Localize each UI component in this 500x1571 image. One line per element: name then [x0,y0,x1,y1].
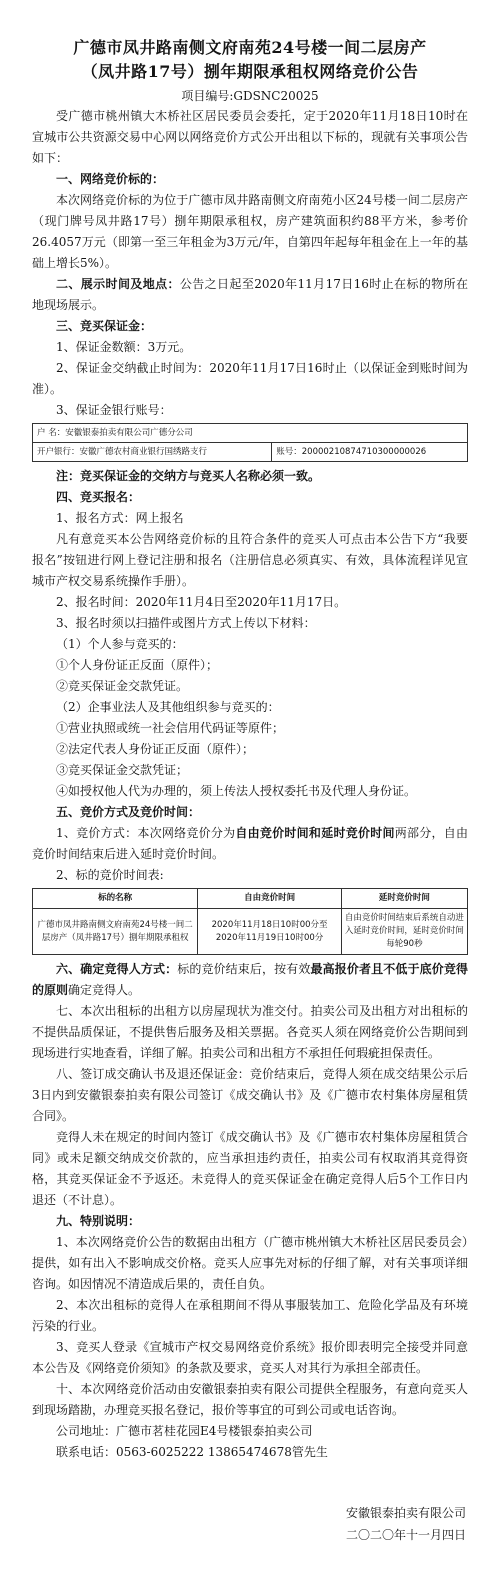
section-3-heading: 三、竞买保证金： [56,319,153,333]
organization-item-3: ③竞买保证金交款凭证； [56,763,189,777]
bank-label: 开户银行： [37,447,80,457]
schedule-header-row [33,889,468,909]
registration-method-detail: 凡有意竞买本公告网络竞价标的且符合条件的竞买人可点击本公告下方“我要报名”按钮进行网上登记注册和报名（注册信息必须真实、有效，具体流程详见宣城市产权交易系统操作手册）。 [32,532,468,588]
intro-paragraph: 受广德市桃州镇大木桥社区居民委员会委托，定于2020年11月18日10时在宣城市公共资源交易中心网以网络竞价方式公开出租以下标的，现就有关事项公告如下： [32,109,468,165]
special-note-1: 1、本次网络竞价公告的数据由出租方（广德市桃州镇大木桥社区居民委员会）提供，如有出入不影响成交价格。竞买人应事先对标的仔细了解，对有关事项详细咨询。如因情况不清造成后果的，责任自负。 [32,1235,468,1291]
section-6-tail: 确定竞得人。 [68,983,141,997]
bank-name-row [33,424,468,443]
organization-item-2: ②法定代表人身份证正反面（原件）； [56,742,255,756]
schedule-header-free: 自由竞价时间 [198,889,342,909]
section-1-heading: 一、网络竞价标的： [56,172,165,186]
bank-cell [33,443,272,462]
organization-item-4: ④如授权他人代为办理的，须上传法人授权委托书及代理人身份证。 [56,784,417,798]
section-6 [32,959,468,1001]
registration-time: 2、报名时间：2020年11月4日至2020年11月17日。 [56,595,347,609]
section-2-text: 公告之日起至2020年11月17日16时止在标的物所在地现场展示。 [32,277,468,312]
section-6-heading: 六、确定竞得人方式： [56,962,178,976]
signoff-company: 安徽银泰拍卖有限公司 [345,1506,466,1520]
schedule-row [33,909,468,955]
special-note-3: 3、竞买人登录《宣城市产权交易网络竞价系统》报价即表明完全接受并同意本公告及《网络竞价须知》的条款及要求，竞买人对其行为承担全部责任。 [32,1340,468,1375]
bidding-schedule-table [32,888,468,955]
account-number-label: 账号： [276,447,302,457]
bidding-method [32,823,468,865]
deposit-deadline: 2、保证金交纳截止时间为：2020年11月17日16时止（以保证金到账时间为准）。 [32,361,468,396]
individual-item-1: ①个人身份证正反面（原件）； [56,658,219,672]
schedule-delay-cell: 自由竞价时间结束后系统自动进入延时竞价时间，延时竞价时间每轮90秒 [341,909,467,955]
section-9-heading: 九、特别说明： [56,1214,141,1228]
registration-materials: 3、报名时须以扫描件或图片方式上传以下材料： [56,616,316,630]
bidding-method-tail: 两部分，自由竞价时间结束后进入延时竞价时间。 [32,826,468,861]
schedule-header-target: 标的名称 [33,889,198,909]
section-8-paragraph-2: 竞得人未在规定的时间内签订《成交确认书》及《广德市农村集体房屋租赁合同》或未足额交纳成交价款的，应当承担违约责任，拍卖公司有权取消其竞得资格，其竞买保证金不予返还。未竞得人的竞买保证金在确定竞得人后5个工作日内退还（不计息）。 [32,1130,468,1207]
company-address: 公司地址：广德市茗桂花园E4号楼银泰拍卖公司 [56,1424,313,1438]
section-6-lead: 标的竞价结束后，按有效 [177,962,311,976]
schedule-free-cell: 2020年11月18日10时00分至2020年11月19日10时00分 [198,909,342,955]
section-5-heading: 五、竞价方式及竞价时间： [56,805,201,819]
signoff-date: 二〇二〇年十一月四日 [345,1528,466,1542]
section-7: 七、本次出租标的出租方以房屋现状为准交付。拍卖公司及出租方对出租标的不提供品质保证，不提供售后服务及相关票据。各竞买人须在网络竞价公告期间到现场进行实地查看，详细了解。拍卖公司和出租方不承担任何瑕疵担保责任。 [32,1004,468,1060]
account-number-cell [272,443,468,462]
contact-phone: 联系电话：0563-6025222 13865474678管先生 [56,1445,328,1459]
title-line-2: （凤井路17号）捌年期限承租权网络竞价公告 [81,62,419,81]
bidding-method-bold: 自由竞价时间和延时竞价时间 [235,826,395,840]
title-line-1: 广德市凤井路南侧文府南苑24号楼一间二层房产 [73,38,427,57]
bank-value: 安徽广德农村商业银行国绣路支行 [79,447,208,457]
account-name-label: 户 名： [37,428,66,438]
individual-item-2: ②竞买保证金交款凭证。 [56,679,189,693]
bidding-method-lead: 1、竞价方式：本次网络竞价分为 [56,826,236,840]
section-2 [32,274,468,316]
deposit-bank-account-label: 3、保证金银行账号： [56,403,172,417]
project-number: 项目编号:GDSNC20025 [181,89,319,103]
deposit-amount: 1、保证金数额：3万元。 [56,340,192,354]
schedule-header-delay: 延时竞价时间 [341,889,467,909]
account-name-cell [33,424,468,443]
section-1-text: 本次网络竞价标的为位于广德市凤井路南侧文府南苑小区24号楼一间二层房产（现门牌号凤井路17号）捌年期限承租权，房产建筑面积约88平方米，参考价26.4057万元（即第一至三年租金为3万元/年，自第四年起每年租金在上一年的基础上增长5%）。 [32,193,468,270]
signoff [346,1502,466,1546]
section-8-paragraph-1: 八、签订成交确认书及退还保证金：竞价结束后，竞得人须在成交结果公示后3日内到安徽银泰拍卖有限公司签订《成交确认书》及《广德市农村集体房屋租赁合同》。 [32,1067,468,1123]
schedule-target-cell: 广德市凤井路南侧文府南苑24号楼一间二层房产（凤井路17号）捌年期限承租权 [33,909,198,955]
bank-account-table [32,423,468,462]
bank-detail-row [33,443,468,462]
deposit-note: 注：竞买保证金的交纳方与竞买人名称必须一致。 [56,469,321,483]
organization-item-1: ①营业执照或统一社会信用代码证等原件； [56,721,285,735]
individual-heading: （1）个人参与竞买的： [56,637,184,651]
account-name-value: 安徽银泰拍卖有限公司广德分公司 [65,428,193,438]
organization-heading: （2）企事业法人及其他组织参与竞买的： [56,700,280,714]
registration-method: 1、报名方式：网上报名 [56,511,184,525]
section-2-heading: 二、展示时间及地点： [56,277,180,291]
account-number-value: 20000210874710300000026 [301,447,427,457]
bidding-schedule-label: 2、标的竞价时间表: [56,868,164,882]
section-10: 十、本次网络竞价活动由安徽银泰拍卖有限公司提供全程服务，有意向竞买人到现场踏勘，办理竞买报名登记，报价等事宜的可到公司或电话咨询。 [32,1382,468,1417]
section-6-bold: 最高报价者且不低于底价竞得的原则 [32,962,468,997]
special-note-2: 2、本次出租标的竞得人在承租期间不得从事服装加工、危险化学品及有环境污染的行业。 [32,1298,468,1333]
section-4-heading: 四、竞买报名： [56,490,141,504]
